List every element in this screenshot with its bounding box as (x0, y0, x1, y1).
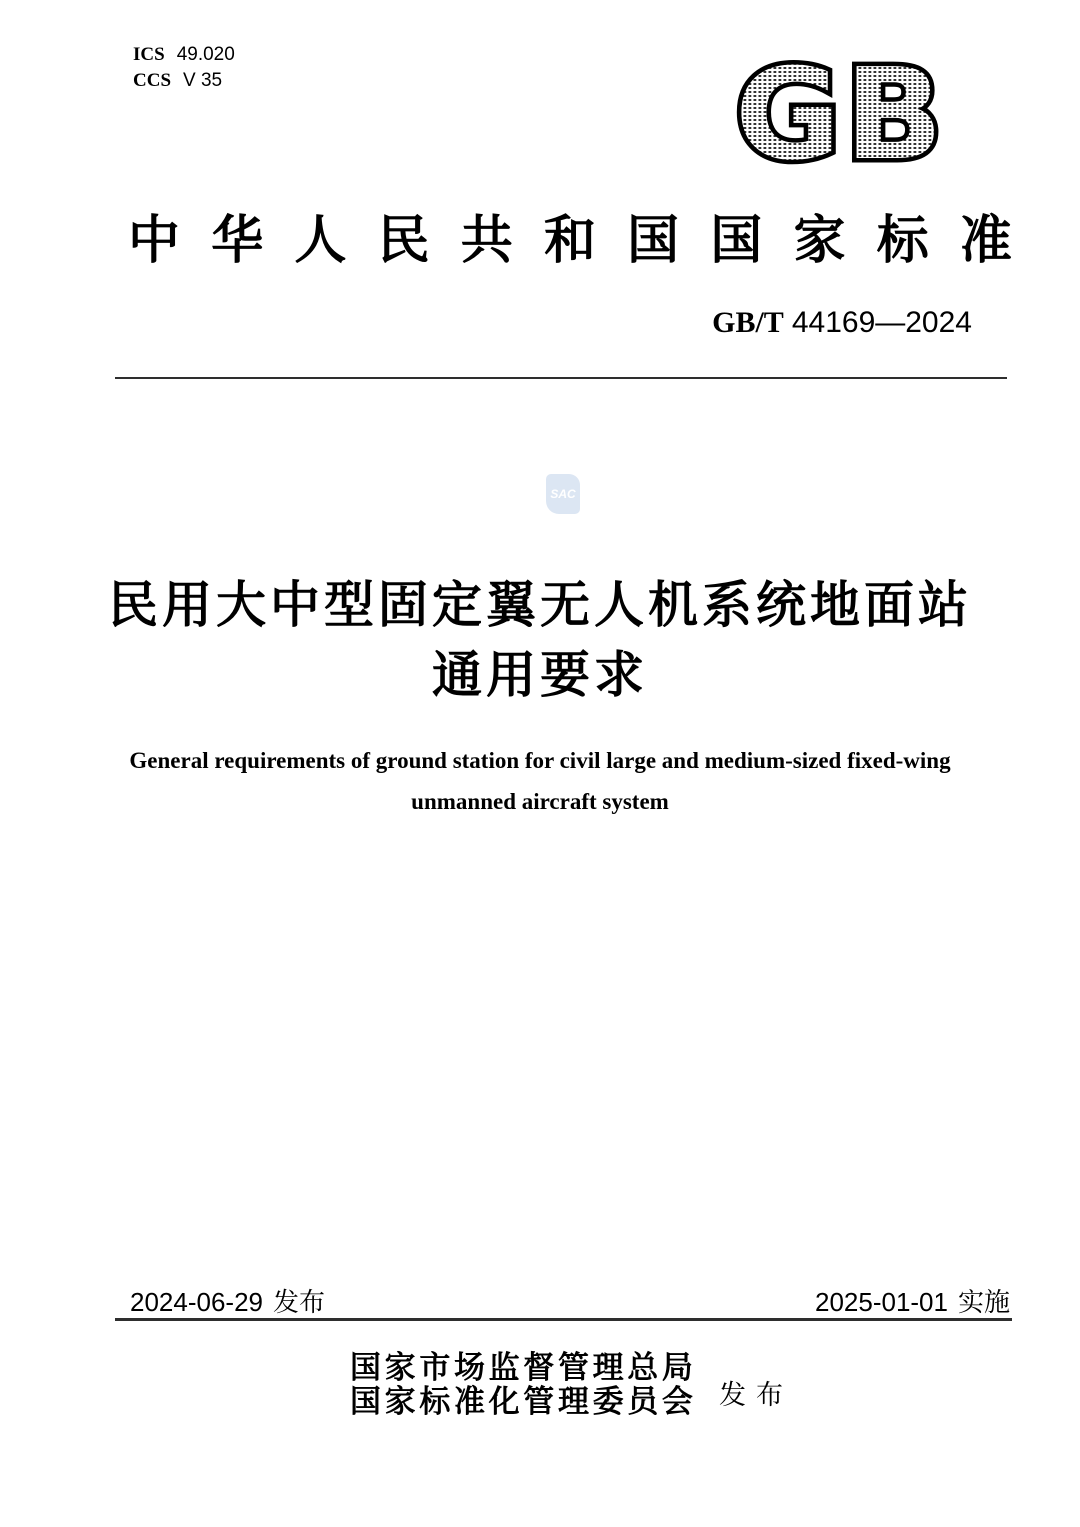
document-title-zh-line2: 通用要求 (432, 647, 648, 703)
classification-codes (133, 42, 235, 94)
document-title-zh-line1: 民用大中型固定翼无人机系统地面站 (108, 577, 972, 633)
ccs-value: V 35 (183, 70, 223, 91)
issuing-authorities (350, 1351, 693, 1419)
implementation-date: 2025-01-01 (814, 1287, 948, 1317)
standard-number-value: 44169—2024 (791, 306, 972, 339)
standard-number-prefix: GB/T (712, 306, 784, 339)
issue-date-label: 发布 (273, 1287, 326, 1317)
implementation-date-group (815, 1282, 1010, 1319)
document-title-en-line2: unmanned aircraft system (411, 789, 669, 814)
ccs-line (133, 68, 235, 94)
footer-divider (115, 1318, 1012, 1321)
document-title-en (0, 740, 1080, 822)
header-divider (115, 377, 1007, 379)
ics-value: 49.020 (176, 44, 235, 65)
ics-line (133, 42, 235, 68)
authority-line2: 国 家 标 准 化 管 理 委 员 会 (350, 1384, 693, 1419)
national-standard-heading: 中 华 人 民 共 和 国 国 家 标 准 (128, 213, 1012, 270)
document-title-en-line1: General requirements of ground station for civil large and medium-sized fixed-wing (129, 748, 951, 773)
issue-date: 2024-06-29 (130, 1287, 263, 1317)
ics-label: ICS (133, 44, 165, 65)
ccs-label: CCS (133, 70, 172, 91)
gb-logo-text: GB (735, 54, 947, 172)
standard-number (712, 306, 972, 340)
gb-logo-icon (733, 54, 950, 172)
publish-label: 发 布 (719, 1380, 783, 1410)
implementation-date-label: 实施 (957, 1287, 1010, 1317)
authority-line1: 国 家 市 场 监 督 管 理 总 局 (350, 1350, 693, 1385)
document-title-zh (0, 570, 1080, 710)
date-row (130, 1282, 1010, 1319)
gb-logo (733, 54, 950, 172)
sac-watermark (546, 474, 580, 514)
issue-date-group (130, 1282, 325, 1319)
sac-watermark-text: SAC (550, 487, 576, 501)
